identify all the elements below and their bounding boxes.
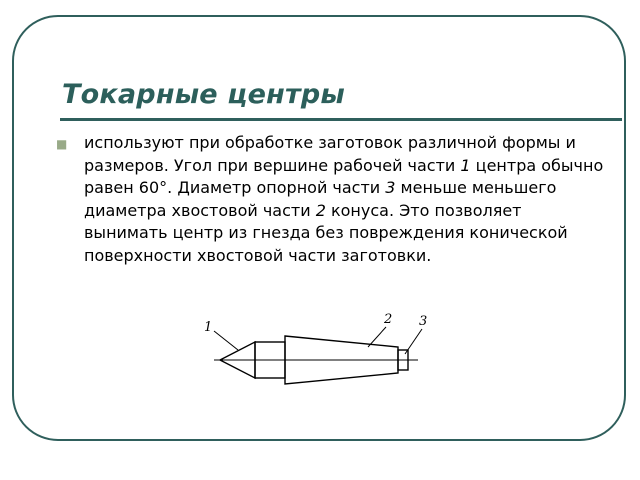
body-num-1: 1 (460, 155, 471, 175)
body-num-3: 3 (385, 178, 396, 197)
lathe-center-drawing (200, 310, 440, 400)
label-part-2: 2 (384, 312, 393, 327)
label-part-1: 1 (204, 320, 213, 335)
title-underline (60, 118, 622, 121)
slide-title: Токарные центры (62, 79, 345, 110)
leader-line-1 (214, 331, 238, 350)
label-part-3: 3 (419, 314, 428, 329)
body-text-part1: используют при обработке заготовок различной формы и размеров. Угол при вершине рабочей части (84, 133, 576, 175)
leader-line-3 (405, 329, 422, 354)
body-text-part3: меньше меньшего диаметра хвостовой части (84, 178, 557, 220)
body-text-part2: центра обычно равен 60°. Диаметр опорной части (84, 155, 604, 197)
body-paragraph (84, 132, 604, 267)
body-num-2: 2 (315, 200, 326, 220)
bullet-icon: ■ (56, 137, 68, 151)
leader-line-2 (368, 327, 386, 347)
body-text-part4: конуса. Это позволяет вынимать центр из гнезда без повреждения конической поверхности хвостовой части заготовки. (84, 200, 568, 265)
